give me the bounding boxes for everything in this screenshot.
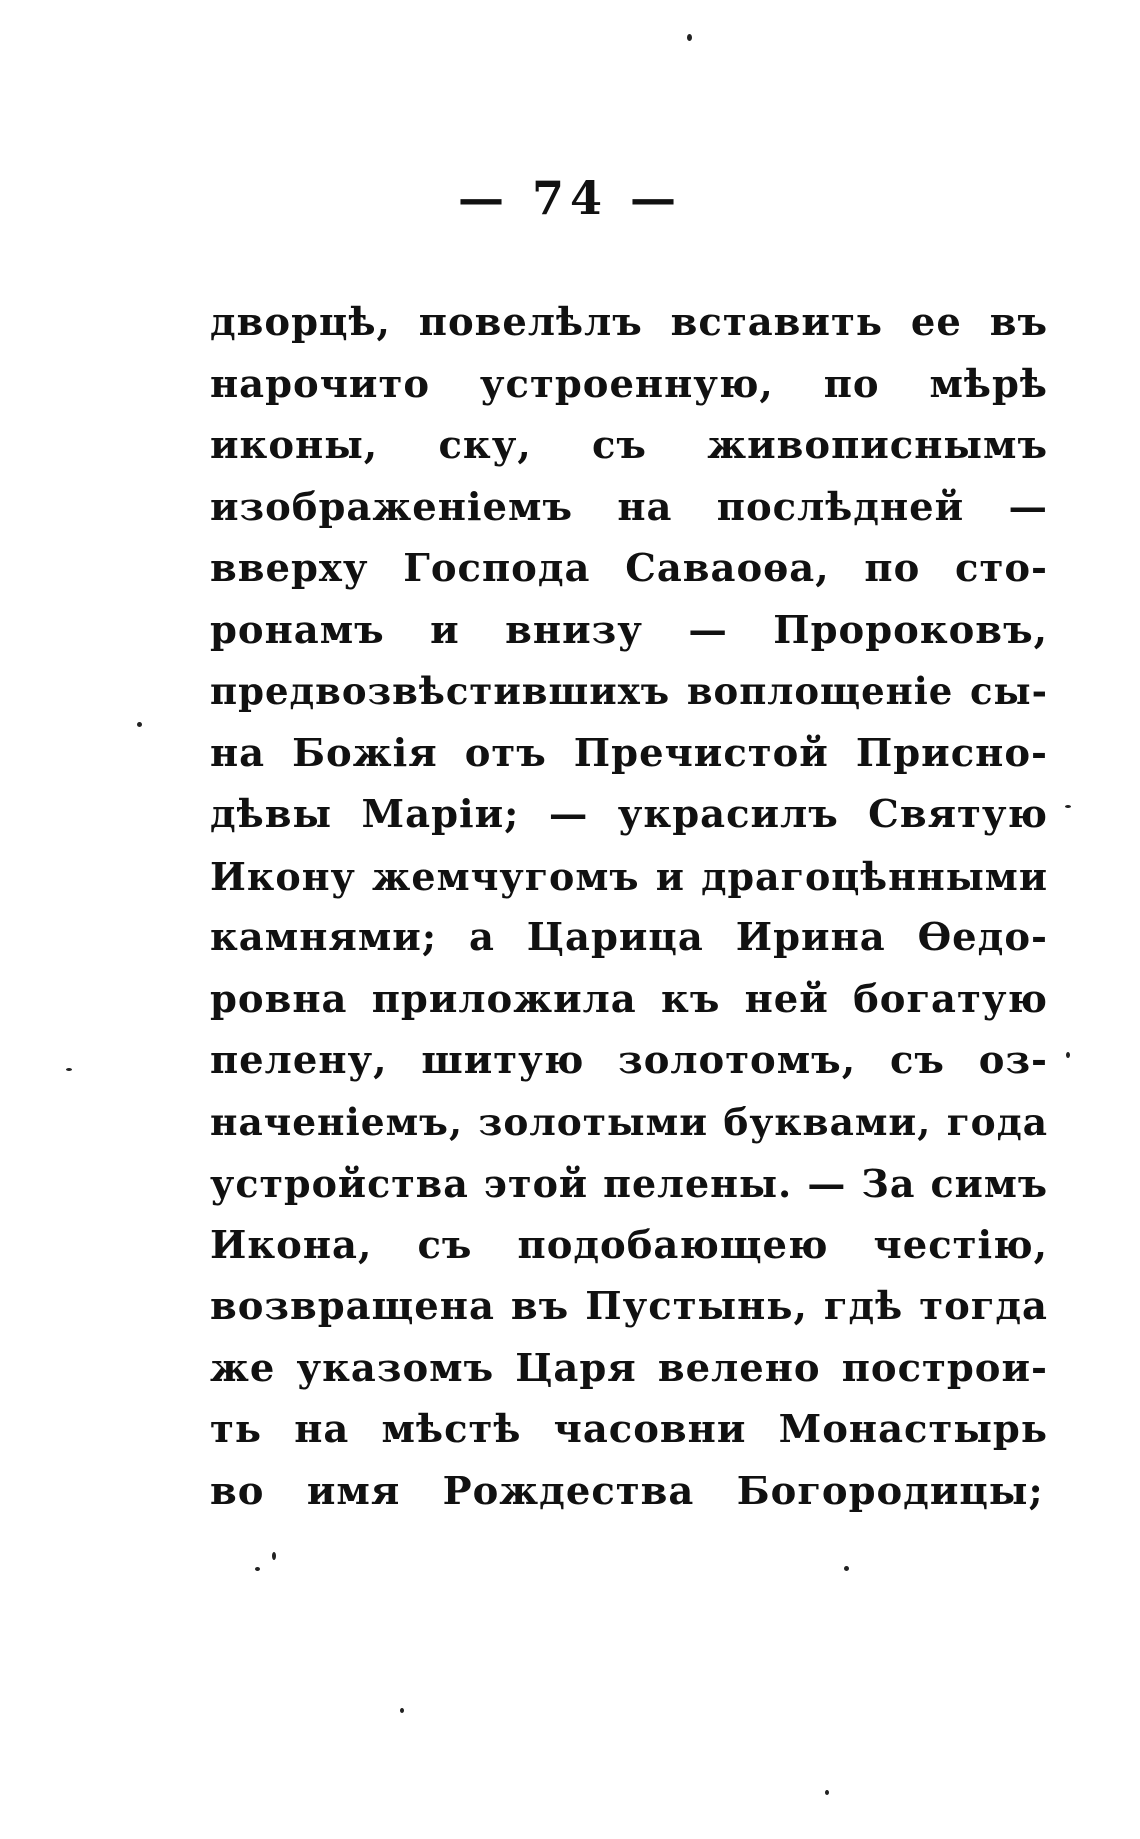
page-number: — 74 —: [457, 171, 683, 225]
text-line: камнями; а Царица Ирина Ѳедо-: [210, 915, 1048, 960]
text-line: иконы, ску, съ живописнымъ: [210, 423, 1048, 468]
scan-speck: [66, 1068, 72, 1071]
scan-speck: [137, 722, 142, 727]
text-line: дѣвы Марiи; — украсилъ Святую: [210, 792, 1048, 837]
text-line: же указомъ Царя велено построи-: [210, 1345, 1048, 1391]
text-line: дворцѣ, повелѣлъ вставить ее въ: [210, 300, 1048, 345]
scan-speck: [255, 1567, 260, 1571]
text-line: возвращена въ Пустынь, гдѣ тогда: [210, 1284, 1048, 1329]
text-line: пелену, шитую золотомъ, съ оз-: [210, 1038, 1048, 1083]
text-line: Икона, съ подобающею честiю,: [210, 1222, 1048, 1268]
text-line: ровна приложила къ ней богатую: [210, 976, 1048, 1022]
text-line: наченiемъ, золотыми буквами, года: [210, 1099, 1048, 1144]
text-line: нарочито устроенную, по мѣрѣ: [210, 361, 1048, 407]
scan-speck: [1066, 1052, 1070, 1058]
text-line: Икону жемчугомъ и драгоцѣнными: [210, 853, 1048, 899]
scan-speck: [687, 34, 692, 41]
scan-speck: [272, 1552, 276, 1560]
text-line: изображенiемъ на послѣдней —: [210, 484, 1048, 530]
text-line: устройства этой пелены. — За симъ: [210, 1161, 1048, 1206]
text-line: ронамъ и внизу — Пророковъ,: [210, 607, 1048, 653]
scan-speck: [844, 1566, 849, 1571]
scan-speck: [400, 1708, 404, 1713]
text-line: предвозвѣстившихъ воплощенiе сы-: [210, 669, 1048, 713]
scan-speck: [1065, 805, 1071, 808]
text-line: ть на мѣстѣ часовни Монастырь: [210, 1407, 1048, 1452]
text-line: во имя Рождества Богородицы;: [210, 1468, 1044, 1514]
text-line: вверху Господа Саваоѳа, по сто-: [210, 546, 1048, 591]
scan-speck: [825, 1790, 829, 1795]
text-line: на Божiя отъ Пречистой Присно-: [210, 730, 1048, 776]
body-text: [210, 292, 1048, 1522]
